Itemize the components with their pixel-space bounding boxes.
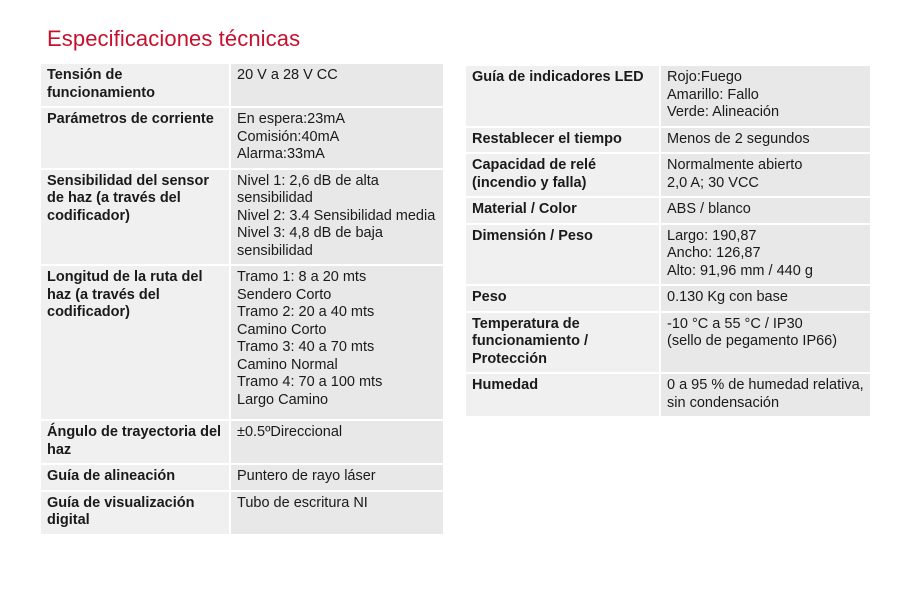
spec-label: Dimensión / Peso: [466, 225, 659, 287]
spec-value: Menos de 2 segundos: [659, 128, 870, 155]
left-spec-table: [41, 64, 443, 536]
spec-row-sensitivity: [41, 170, 443, 267]
spec-value: ±0.5ºDireccional: [229, 421, 443, 465]
spec-label: Restablecer el tiempo: [466, 128, 659, 155]
spec-row-dimension: [466, 225, 870, 287]
spec-value: Tubo de escritura NI: [229, 492, 443, 536]
spec-label: Ángulo de trayectoria del haz: [41, 421, 229, 465]
spec-row-material: [466, 198, 870, 225]
spec-value: En espera:23mA Comisión:40mA Alarma:33mA: [229, 108, 443, 170]
spec-label: Humedad: [466, 374, 659, 418]
spec-row-beam-angle: [41, 421, 443, 465]
spec-row-path-length: [41, 266, 443, 421]
spec-value: 20 V a 28 V CC: [229, 64, 443, 108]
spec-row-relay: [466, 154, 870, 198]
spec-label: Guía de indicadores LED: [466, 66, 659, 128]
spec-row-alignment: [41, 465, 443, 492]
spec-label: Guía de visualización digital: [41, 492, 229, 536]
spec-value: 0 a 95 % de humedad relativa, sin condensación: [659, 374, 870, 418]
spec-value: Nivel 1: 2,6 dB de alta sensibilidad Nivel 2: 3.4 Sensibilidad media Nivel 3: 4,8 dB de baja sensibilidad: [229, 170, 443, 267]
spec-row-voltage: [41, 64, 443, 108]
spec-label: Material / Color: [466, 198, 659, 225]
spec-value: ABS / blanco: [659, 198, 870, 225]
spec-label: Sensibilidad del sensor de haz (a través del codificador): [41, 170, 229, 267]
spec-row-weight: [466, 286, 870, 313]
spec-value: Rojo:Fuego Amarillo: Fallo Verde: Alineación: [659, 66, 870, 128]
spec-row-display: [41, 492, 443, 536]
spec-row-current: [41, 108, 443, 170]
spec-row-reset: [466, 128, 870, 155]
spec-label: Temperatura de funcionamiento / Protección: [466, 313, 659, 375]
spec-label: Parámetros de corriente: [41, 108, 229, 170]
spec-row-temperature: [466, 313, 870, 375]
spec-label: Guía de alineación: [41, 465, 229, 492]
spec-label: Capacidad de relé (incendio y falla): [466, 154, 659, 198]
page-title: Especificaciones técnicas: [47, 26, 301, 51]
spec-label: Peso: [466, 286, 659, 313]
spec-value: 0.130 Kg con base: [659, 286, 870, 313]
spec-value: Normalmente abierto 2,0 A; 30 VCC: [659, 154, 870, 198]
spec-value: Puntero de rayo láser: [229, 465, 443, 492]
spec-row-led: [466, 66, 870, 128]
spec-value: Tramo 1: 8 a 20 mts Sendero Corto Tramo 2: 20 a 40 mts Camino Corto Tramo 3: 40 a 70 mts Camino Normal Tramo 4: 70 a 100 mts Largo Camino: [229, 266, 443, 421]
spec-value: -10 °C a 55 °C / IP30 (sello de pegamento IP66): [659, 313, 870, 375]
spec-label: Longitud de la ruta del haz (a través del codificador): [41, 266, 229, 421]
spec-label: Tensión de funcionamiento: [41, 64, 229, 108]
spec-row-humidity: [466, 374, 870, 418]
spec-value: Largo: 190,87 Ancho: 126,87 Alto: 91,96 mm / 440 g: [659, 225, 870, 287]
right-spec-table: [466, 66, 870, 418]
